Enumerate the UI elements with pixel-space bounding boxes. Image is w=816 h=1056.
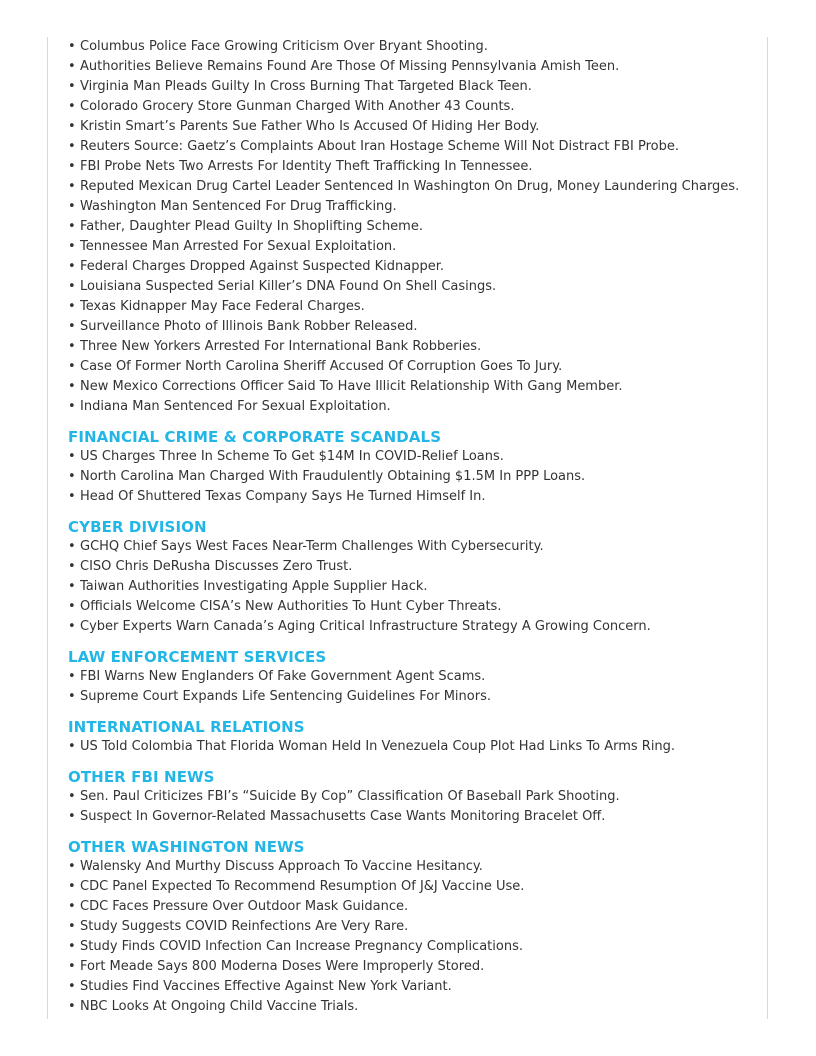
news-item-title[interactable]: US Charges Three In Scheme To Get $14M In COVID-Relief Loans. bbox=[80, 449, 504, 464]
news-item[interactable] bbox=[68, 977, 758, 997]
news-section bbox=[68, 427, 758, 507]
bullet-icon: • bbox=[68, 379, 76, 394]
news-item[interactable] bbox=[68, 77, 758, 97]
news-item-title[interactable]: Washington Man Sentenced For Drug Trafficking. bbox=[80, 199, 397, 214]
news-item[interactable] bbox=[68, 57, 758, 77]
news-item[interactable] bbox=[68, 617, 758, 637]
news-item-title[interactable]: CDC Faces Pressure Over Outdoor Mask Guidance. bbox=[80, 899, 409, 914]
news-item[interactable] bbox=[68, 237, 758, 257]
news-item[interactable] bbox=[68, 537, 758, 557]
news-item[interactable] bbox=[68, 737, 758, 757]
news-digest bbox=[68, 37, 758, 1017]
bullet-icon: • bbox=[68, 279, 76, 294]
bullet-icon: • bbox=[68, 259, 76, 274]
section-heading: FINANCIAL CRIME & CORPORATE SCANDALS bbox=[68, 428, 442, 446]
news-item[interactable] bbox=[68, 297, 758, 317]
news-section bbox=[68, 517, 758, 637]
section-heading: LAW ENFORCEMENT SERVICES bbox=[68, 648, 327, 666]
news-item[interactable] bbox=[68, 857, 758, 877]
news-section bbox=[68, 717, 758, 757]
section-heading: OTHER WASHINGTON NEWS bbox=[68, 838, 305, 856]
bullet-icon: • bbox=[68, 739, 76, 754]
bullet-icon: • bbox=[68, 79, 76, 94]
bullet-icon: • bbox=[68, 919, 76, 934]
news-item-title[interactable]: Virginia Man Pleads Guilty In Cross Burning That Targeted Black Teen. bbox=[80, 79, 532, 94]
news-item[interactable] bbox=[68, 337, 758, 357]
bullet-icon: • bbox=[68, 559, 76, 574]
news-item[interactable] bbox=[68, 487, 758, 507]
news-item-title[interactable]: CDC Panel Expected To Recommend Resumption Of J&J Vaccine Use. bbox=[80, 879, 525, 894]
news-item-title[interactable]: Reputed Mexican Drug Cartel Leader Sentenced In Washington On Drug, Money Laundering Charges. bbox=[80, 179, 740, 194]
bullet-icon: • bbox=[68, 789, 76, 804]
news-item-title[interactable]: Three New Yorkers Arrested For International Bank Robberies. bbox=[80, 339, 482, 354]
news-item-title[interactable]: Head Of Shuttered Texas Company Says He Turned Himself In. bbox=[80, 489, 486, 504]
bullet-icon: • bbox=[68, 899, 76, 914]
news-item-title[interactable]: FBI Probe Nets Two Arrests For Identity Theft Trafficking In Tennessee. bbox=[80, 159, 533, 174]
bullet-icon: • bbox=[68, 299, 76, 314]
bullet-icon: • bbox=[68, 139, 76, 154]
news-item-title[interactable]: CISO Chris DeRusha Discusses Zero Trust. bbox=[80, 559, 353, 574]
news-item-title[interactable]: Studies Find Vaccines Effective Against New York Variant. bbox=[80, 979, 452, 994]
news-item-title[interactable]: FBI Warns New Englanders Of Fake Government Agent Scams. bbox=[80, 669, 486, 684]
bullet-icon: • bbox=[68, 339, 76, 354]
news-item-title[interactable]: Case Of Former North Carolina Sheriff Accused Of Corruption Goes To Jury. bbox=[80, 359, 563, 374]
bullet-icon: • bbox=[68, 539, 76, 554]
news-item[interactable] bbox=[68, 557, 758, 577]
news-item[interactable] bbox=[68, 197, 758, 217]
bullet-icon: • bbox=[68, 999, 76, 1014]
news-item-title[interactable]: Indiana Man Sentenced For Sexual Exploitation. bbox=[80, 399, 391, 414]
news-item[interactable] bbox=[68, 447, 758, 467]
news-item[interactable] bbox=[68, 157, 758, 177]
news-item-title[interactable]: Suspect In Governor-Related Massachusetts Case Wants Monitoring Bracelet Off. bbox=[80, 809, 606, 824]
news-section bbox=[68, 37, 758, 417]
bullet-icon: • bbox=[68, 959, 76, 974]
news-item[interactable] bbox=[68, 787, 758, 807]
news-item[interactable] bbox=[68, 467, 758, 487]
news-section bbox=[68, 647, 758, 707]
news-item-title[interactable]: Walensky And Murthy Discuss Approach To Vaccine Hesitancy. bbox=[80, 859, 483, 874]
bullet-icon: • bbox=[68, 119, 76, 134]
bullet-icon: • bbox=[68, 579, 76, 594]
news-item[interactable] bbox=[68, 807, 758, 827]
news-item[interactable] bbox=[68, 137, 758, 157]
news-item[interactable] bbox=[68, 997, 758, 1017]
news-item-title[interactable]: Reuters Source: Gaetz’s Complaints About Iran Hostage Scheme Will Not Distract FBI Probe. bbox=[80, 139, 680, 154]
news-item-title[interactable]: Father, Daughter Plead Guilty In Shoplifting Scheme. bbox=[80, 219, 423, 234]
news-item-title[interactable]: Kristin Smart’s Parents Sue Father Who Is Accused Of Hiding Her Body. bbox=[80, 119, 540, 134]
news-item-title[interactable]: Surveillance Photo of Illinois Bank Robber Released. bbox=[80, 319, 418, 334]
bullet-icon: • bbox=[68, 619, 76, 634]
bullet-icon: • bbox=[68, 359, 76, 374]
bullet-icon: • bbox=[68, 979, 76, 994]
bullet-icon: • bbox=[68, 179, 76, 194]
news-item-title[interactable]: Supreme Court Expands Life Sentencing Guidelines For Minors. bbox=[80, 689, 491, 704]
news-item-title[interactable]: NBC Looks At Ongoing Child Vaccine Trials. bbox=[80, 999, 359, 1014]
bullet-icon: • bbox=[68, 319, 76, 334]
bullet-icon: • bbox=[68, 59, 76, 74]
bullet-icon: • bbox=[68, 879, 76, 894]
section-heading: INTERNATIONAL RELATIONS bbox=[68, 718, 305, 736]
bullet-icon: • bbox=[68, 469, 76, 484]
news-item[interactable] bbox=[68, 597, 758, 617]
news-item-title[interactable]: Tennessee Man Arrested For Sexual Exploitation. bbox=[80, 239, 397, 254]
news-item[interactable] bbox=[68, 177, 758, 197]
news-item-title[interactable]: GCHQ Chief Says West Faces Near-Term Challenges With Cybersecurity. bbox=[80, 539, 544, 554]
news-item[interactable] bbox=[68, 577, 758, 597]
news-section bbox=[68, 767, 758, 827]
bullet-icon: • bbox=[68, 219, 76, 234]
bullet-icon: • bbox=[68, 199, 76, 214]
bullet-icon: • bbox=[68, 689, 76, 704]
news-item-title[interactable]: Sen. Paul Criticizes FBI’s “Suicide By Cop” Classification Of Baseball Park Shooting. bbox=[80, 789, 620, 804]
news-item[interactable] bbox=[68, 877, 758, 897]
bullet-icon: • bbox=[68, 489, 76, 504]
news-item-title[interactable]: Authorities Believe Remains Found Are Those Of Missing Pennsylvania Amish Teen. bbox=[80, 59, 620, 74]
news-item-title[interactable]: Louisiana Suspected Serial Killer’s DNA Found On Shell Casings. bbox=[80, 279, 497, 294]
news-item[interactable] bbox=[68, 937, 758, 957]
news-item-title[interactable]: Texas Kidnapper May Face Federal Charges. bbox=[80, 299, 365, 314]
news-item[interactable] bbox=[68, 217, 758, 237]
news-item-title[interactable]: North Carolina Man Charged With Fraudulently Obtaining $1.5M In PPP Loans. bbox=[80, 469, 586, 484]
news-item[interactable] bbox=[68, 257, 758, 277]
news-item[interactable] bbox=[68, 277, 758, 297]
news-item-title[interactable]: Officials Welcome CISA’s New Authorities To Hunt Cyber Threats. bbox=[80, 599, 502, 614]
section-heading: CYBER DIVISION bbox=[68, 518, 207, 536]
news-item-title[interactable]: Fort Meade Says 800 Moderna Doses Were Improperly Stored. bbox=[80, 959, 485, 974]
bullet-icon: • bbox=[68, 669, 76, 684]
bullet-icon: • bbox=[68, 939, 76, 954]
news-item-title[interactable]: Study Finds COVID Infection Can Increase Pregnancy Complications. bbox=[80, 939, 523, 954]
bullet-icon: • bbox=[68, 809, 76, 824]
bullet-icon: • bbox=[68, 859, 76, 874]
news-item[interactable] bbox=[68, 897, 758, 917]
bullet-icon: • bbox=[68, 39, 76, 54]
bullet-icon: • bbox=[68, 159, 76, 174]
bullet-icon: • bbox=[68, 99, 76, 114]
news-item-title[interactable]: Columbus Police Face Growing Criticism Over Bryant Shooting. bbox=[80, 39, 488, 54]
news-item[interactable] bbox=[68, 117, 758, 137]
news-item[interactable] bbox=[68, 37, 758, 57]
bullet-icon: • bbox=[68, 239, 76, 254]
news-item[interactable] bbox=[68, 97, 758, 117]
news-section bbox=[68, 837, 758, 1017]
news-item-title[interactable]: Federal Charges Dropped Against Suspected Kidnapper. bbox=[80, 259, 445, 274]
news-item[interactable] bbox=[68, 687, 758, 707]
news-item-title[interactable]: Cyber Experts Warn Canada’s Aging Critical Infrastructure Strategy A Growing Concern. bbox=[80, 619, 651, 634]
bullet-icon: • bbox=[68, 399, 76, 414]
news-item-title[interactable]: US Told Colombia That Florida Woman Held In Venezuela Coup Plot Had Links To Arms Ring. bbox=[80, 739, 676, 754]
news-item[interactable] bbox=[68, 917, 758, 937]
news-item[interactable] bbox=[68, 317, 758, 337]
bullet-icon: • bbox=[68, 599, 76, 614]
news-item-title[interactable]: Taiwan Authorities Investigating Apple Supplier Hack. bbox=[80, 579, 428, 594]
news-item-title[interactable]: Study Suggests COVID Reinfections Are Very Rare. bbox=[80, 919, 409, 934]
section-heading: OTHER FBI NEWS bbox=[68, 768, 215, 786]
news-item[interactable] bbox=[68, 377, 758, 397]
news-item[interactable] bbox=[68, 667, 758, 687]
news-item[interactable] bbox=[68, 397, 758, 417]
news-item-title[interactable]: Colorado Grocery Store Gunman Charged With Another 43 Counts. bbox=[80, 99, 515, 114]
news-item-title[interactable]: New Mexico Corrections Officer Said To Have Illicit Relationship With Gang Member. bbox=[80, 379, 623, 394]
bullet-icon: • bbox=[68, 449, 76, 464]
news-item[interactable] bbox=[68, 357, 758, 377]
news-item[interactable] bbox=[68, 957, 758, 977]
